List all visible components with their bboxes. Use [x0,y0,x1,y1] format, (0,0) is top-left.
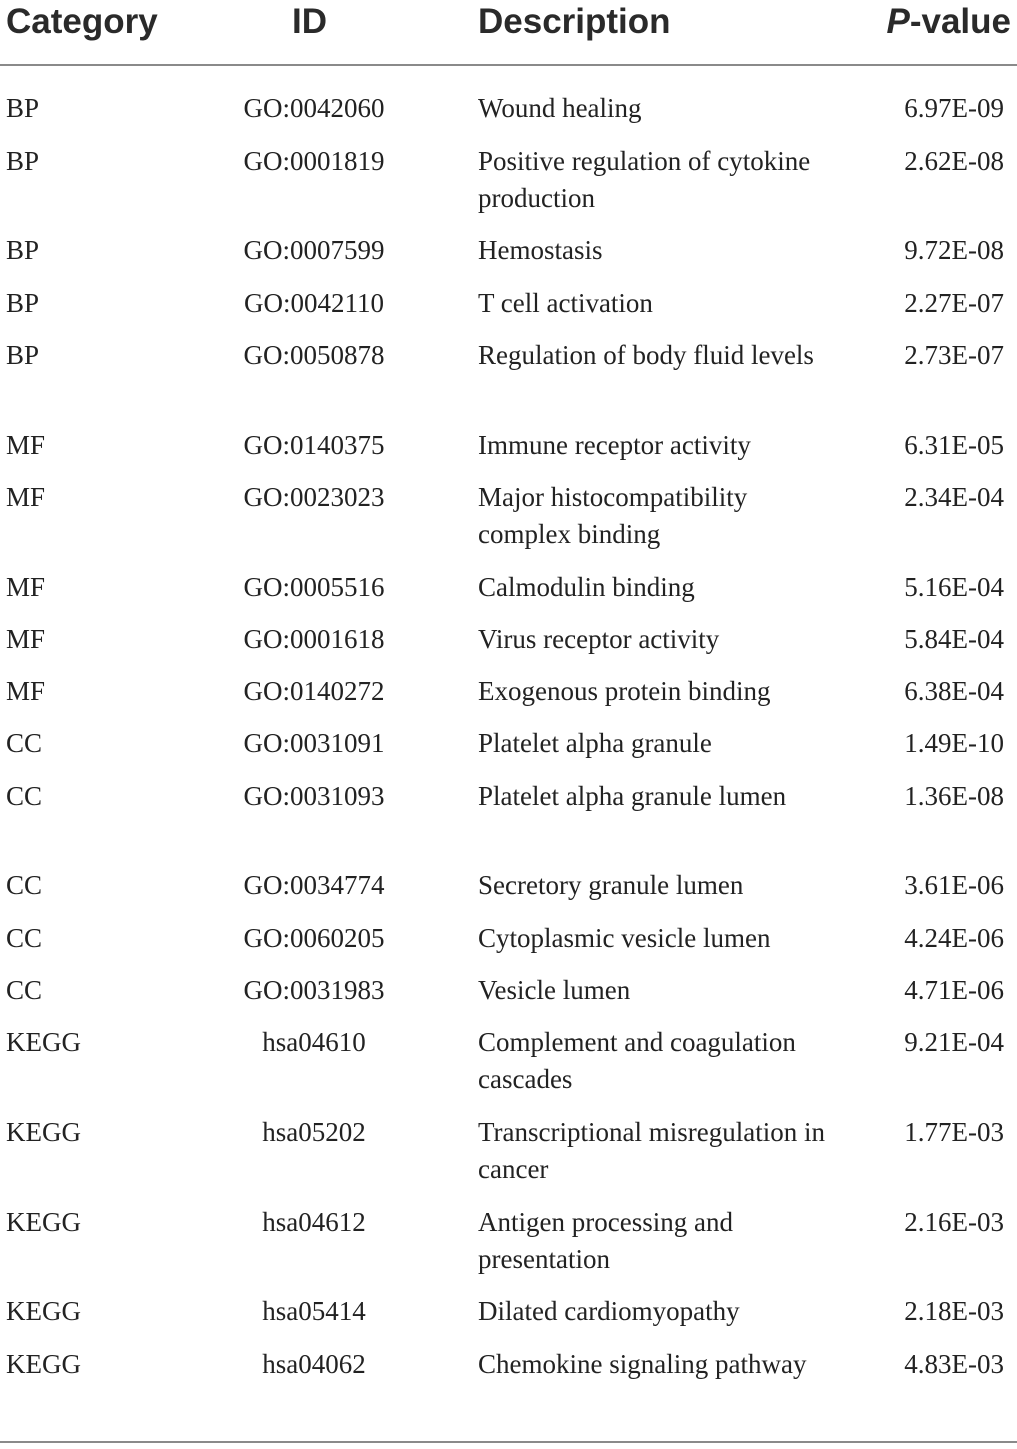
cell-pvalue: 4.24E-06 [904,923,1004,953]
cell-category: BP [6,235,40,265]
header-description: Description [478,2,671,41]
header-rule [0,64,1017,66]
table-header [0,0,1017,66]
bottom-rule [0,1441,1017,1443]
cell-pvalue: 3.61E-06 [904,870,1004,900]
cell-description: Positive regulation of cytokine production [478,146,811,213]
cell-category: MF [6,624,46,654]
cell-id: GO:0005516 [243,572,385,602]
cell-id: hsa05414 [262,1296,366,1326]
cell-pvalue: 5.84E-04 [904,624,1004,654]
cell-id: GO:0050878 [243,340,385,370]
cell-pvalue: 5.16E-04 [904,572,1004,602]
cell-description: T cell activation [478,288,653,318]
cell-id: GO:0042110 [244,288,384,318]
cell-category: BP [6,93,40,123]
cell-pvalue: 9.21E-04 [904,1027,1004,1057]
cell-id: hsa04610 [262,1027,366,1057]
cell-description: Platelet alpha granule lumen [478,781,787,811]
cell-description: Transcriptional misregulation in cancer [478,1117,825,1184]
cell-description: Platelet alpha granule [478,728,712,758]
header-id: ID [292,2,327,41]
cell-description: Calmodulin binding [478,572,695,602]
cell-pvalue: 2.16E-03 [904,1207,1004,1237]
cell-id: GO:0023023 [243,482,385,512]
cell-id: hsa04062 [262,1349,366,1379]
cell-category: CC [6,781,43,811]
cell-pvalue: 1.36E-08 [904,781,1004,811]
cell-description: Wound healing [478,93,642,123]
cell-id: GO:0060205 [243,923,385,953]
cell-category: BP [6,146,40,176]
cell-pvalue: 6.97E-09 [904,93,1004,123]
cell-description: Virus receptor activity [478,624,720,654]
cell-id: GO:0042060 [243,93,385,123]
header-pvalue [886,0,1011,44]
cell-description: Regulation of body fluid levels [478,340,814,370]
cell-pvalue: 2.18E-03 [904,1296,1004,1326]
cell-pvalue: 2.34E-04 [904,482,1004,512]
header-pvalue-rest: -value [909,2,1011,41]
cell-category: KEGG [6,1117,81,1147]
cell-pvalue: 1.49E-10 [904,728,1004,758]
cell-pvalue: 2.27E-07 [904,288,1004,318]
cell-id: hsa04612 [262,1207,366,1237]
cell-category: BP [6,340,40,370]
cell-description: Complement and coagulation cascades [478,1027,796,1094]
cell-description: Hemostasis [478,235,603,265]
cell-id: GO:0140375 [243,430,385,460]
cell-id: GO:0001819 [243,146,385,176]
cell-category: MF [6,572,46,602]
cell-category: BP [6,288,40,318]
cell-pvalue: 1.77E-03 [904,1117,1004,1147]
cell-id: hsa05202 [262,1117,366,1147]
cell-category: MF [6,482,46,512]
cell-id: GO:0140272 [243,676,385,706]
cell-category: KEGG [6,1027,81,1057]
cell-id: GO:0031093 [243,781,385,811]
cell-id: GO:0031091 [243,728,385,758]
cell-pvalue: 4.71E-06 [904,975,1004,1005]
cell-description: Major histocompatibility complex binding [478,482,748,549]
cell-category: MF [6,430,46,460]
cell-pvalue: 2.73E-07 [904,340,1004,370]
cell-description: Dilated cardiomyopathy [478,1296,740,1326]
header-category: Category [6,2,158,41]
header-pvalue-italic: P [886,2,910,41]
cell-description: Antigen processing and presentation [478,1207,733,1274]
cell-pvalue: 6.38E-04 [904,676,1004,706]
cell-category: CC [6,923,43,953]
cell-description: Exogenous protein binding [478,676,771,706]
cell-pvalue: 6.31E-05 [904,430,1004,460]
cell-description: Chemokine signaling pathway [478,1349,807,1379]
cell-pvalue: 4.83E-03 [904,1349,1004,1379]
cell-category: KEGG [6,1207,81,1237]
cell-description: Immune receptor activity [478,430,751,460]
cell-category: CC [6,975,43,1005]
cell-category: CC [6,870,43,900]
cell-description: Secretory granule lumen [478,870,744,900]
cell-category: KEGG [6,1349,81,1379]
cell-id: GO:0001618 [243,624,385,654]
cell-category: CC [6,728,43,758]
cell-id: GO:0034774 [243,870,385,900]
cell-id: GO:0031983 [243,975,385,1005]
cell-description: Vesicle lumen [478,975,631,1005]
cell-pvalue: 9.72E-08 [904,235,1004,265]
cell-category: KEGG [6,1296,81,1326]
cell-pvalue: 2.62E-08 [904,146,1004,176]
cell-id: GO:0007599 [243,235,385,265]
cell-category: MF [6,676,46,706]
cell-description: Cytoplasmic vesicle lumen [478,923,771,953]
